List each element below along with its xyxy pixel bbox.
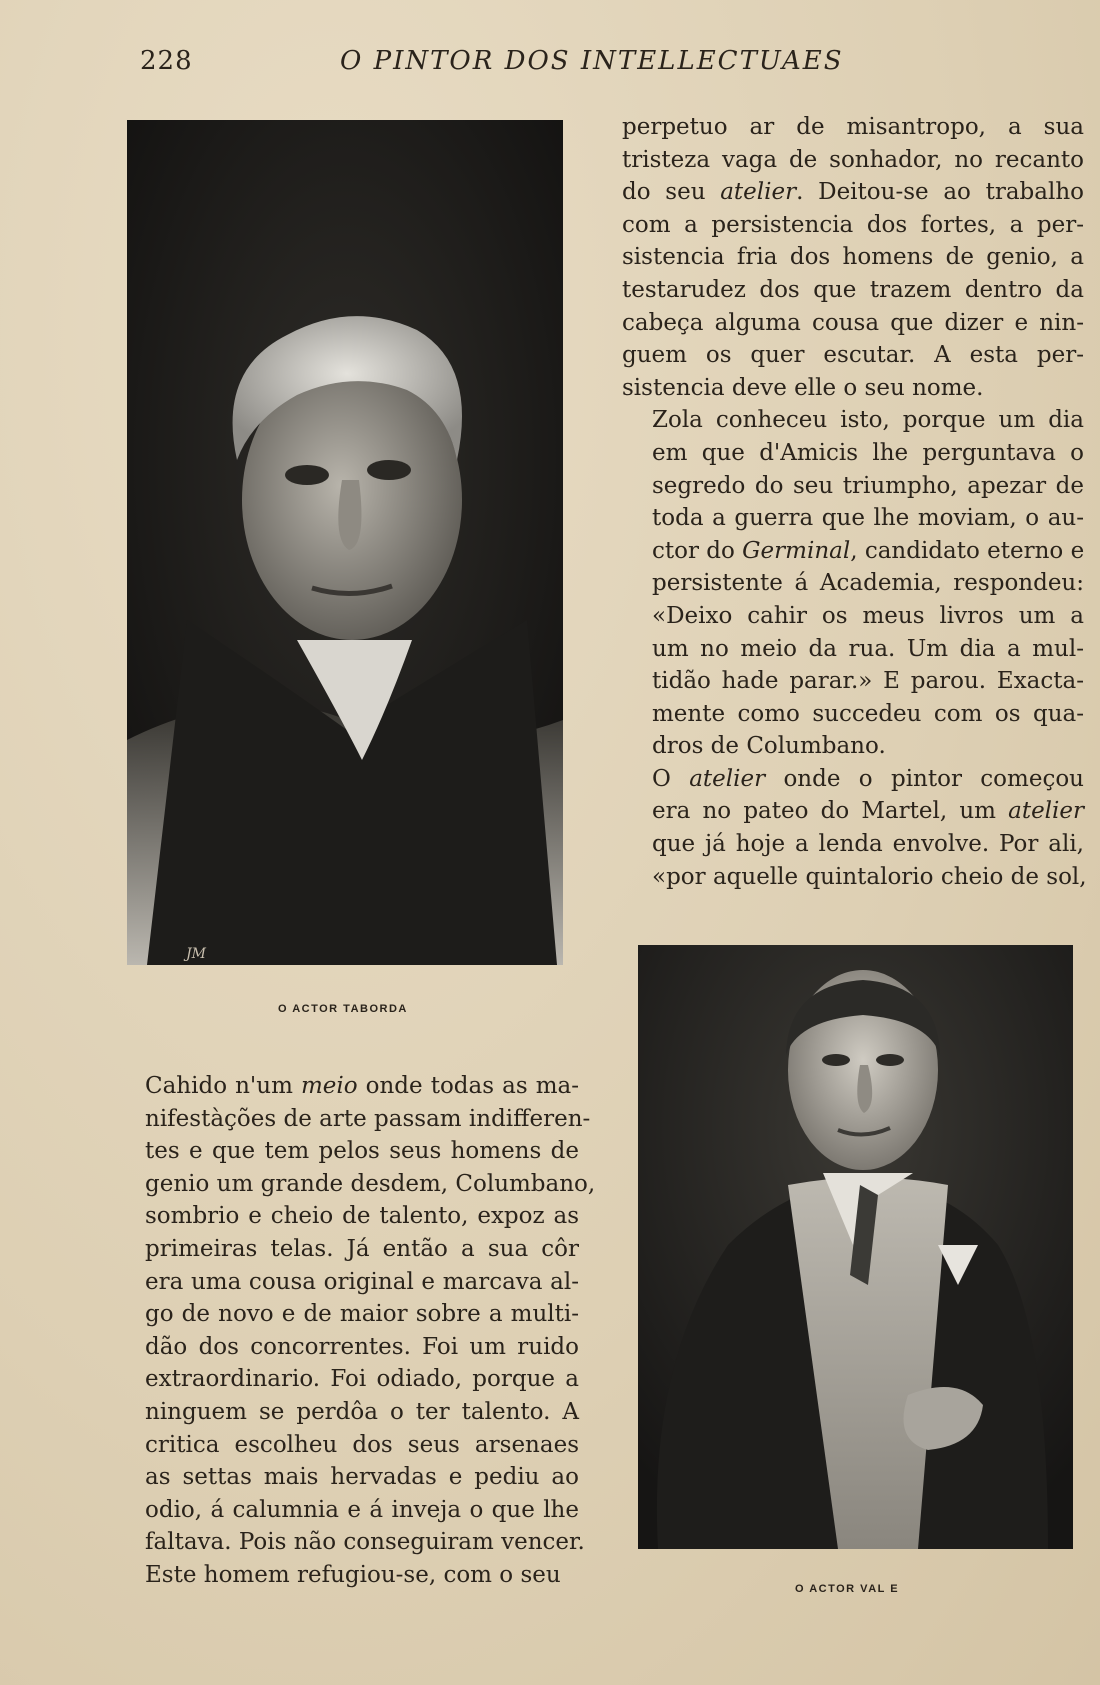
text-line: critica escolheu dos seus arsenaes: [145, 1431, 579, 1458]
text-line: faltava. Pois não conseguiram vencer.: [145, 1529, 585, 1556]
paragraph: [115, 1070, 596, 1592]
paragraph: [622, 763, 1087, 893]
portrait-photo-valle: [638, 945, 1073, 1549]
text-line: segredo do seu triumpho, apezar de: [652, 472, 1084, 499]
portrait-illustration-valle: [638, 945, 1073, 1549]
text-line: tristeza vaga de sonhador, no recanto: [622, 146, 1084, 173]
portrait-photo-taborda: [127, 120, 563, 965]
text-line: primeiras telas. Já então a sua côr: [145, 1235, 579, 1262]
text-line: nifestàções de arte passam indifferen-: [145, 1105, 591, 1132]
text-line: em que d'Amicis lhe perguntava o: [652, 439, 1084, 466]
text-line: O atelier onde o pintor começou: [652, 765, 1084, 792]
text-line: «por aquelle quintalorio cheio de sol,: [652, 863, 1087, 890]
figure-caption-valle: O ACTOR VAL E: [795, 1583, 900, 1595]
running-title: O PINTOR DOS INTELLECTUAES: [340, 46, 844, 76]
text-line: Cahido n'um meio onde todas as ma-: [145, 1073, 579, 1099]
paragraph: [622, 111, 1084, 404]
italic-term: atelier: [1008, 798, 1084, 825]
text-line: odio, á calumnia e á inveja o que lhe: [145, 1496, 579, 1523]
text-line: dros de Columbano.: [652, 733, 886, 760]
text-line: Este homem refugiou-se, com o seu: [145, 1561, 561, 1588]
text-line: persistente á Academia, respondeu:: [652, 570, 1084, 597]
text-line: as settas mais hervadas e pediu ao: [145, 1464, 579, 1491]
text-line: ninguem se perdôa o ter talento. A: [145, 1398, 579, 1425]
text-line: um no meio da rua. Um dia a mul-: [652, 635, 1084, 662]
text-line: extraordinario. Foi odiado, porque a: [145, 1366, 579, 1393]
text-line: sistencia fria dos homens de genio, a: [622, 244, 1084, 271]
text-line: tes e que tem pelos seus homens de: [145, 1138, 579, 1165]
text-line: com a persistencia dos fortes, a per-: [622, 211, 1084, 238]
text-line: genio um grande desdem, Columbano,: [145, 1170, 596, 1197]
text-line: Zola conheceu isto, porque um dia: [652, 407, 1084, 434]
italic-term: atelier: [689, 765, 766, 792]
text-line: testarudez dos que trazem dentro da: [622, 276, 1084, 303]
text-line: do seu atelier. Deitou-se ao trabalho: [622, 179, 1085, 206]
text-line: toda a guerra que lhe moviam, o au-: [652, 505, 1084, 532]
text-line: sistencia deve elle o seu nome.: [622, 374, 984, 401]
italic-term: meio: [300, 1073, 358, 1099]
text-line: dão dos concorrentes. Foi um ruido: [145, 1333, 579, 1360]
text-line: perpetuo ar de misantropo, a sua: [622, 114, 1084, 140]
italic-term: Germinal: [742, 537, 851, 564]
text-line: tidão hade parar.» E parou. Exacta-: [652, 668, 1084, 695]
portrait-illustration-taborda: [127, 120, 563, 965]
text-line: go de novo e de maior sobre a multi-: [145, 1301, 579, 1328]
text-line: ctor do Germinal, candidato eterno e: [652, 537, 1085, 564]
text-line: cabeça alguma cousa que dizer e nin-: [622, 309, 1084, 336]
text-line: mente como succedeu com os qua-: [652, 700, 1084, 727]
page-number: 228: [140, 46, 193, 76]
text-line: sombrio e cheio de talento, expoz as: [145, 1203, 579, 1230]
right-text-column: [622, 111, 1087, 893]
italic-term: atelier: [720, 179, 797, 206]
text-line: era no pateo do Martel, um atelier: [652, 798, 1084, 825]
left-text-column: [115, 1070, 596, 1592]
text-line: guem os quer escutar. A esta per-: [622, 342, 1084, 369]
text-line: «Deixo cahir os meus livros um a: [652, 602, 1084, 629]
paragraph: [622, 404, 1084, 763]
figure-caption-taborda: O ACTOR TABORDA: [278, 1003, 408, 1015]
text-line: era uma cousa original e marcava al-: [145, 1268, 579, 1295]
artist-signature: JM: [186, 946, 206, 962]
text-line: que já hoje a lenda envolve. Por ali,: [652, 831, 1084, 858]
